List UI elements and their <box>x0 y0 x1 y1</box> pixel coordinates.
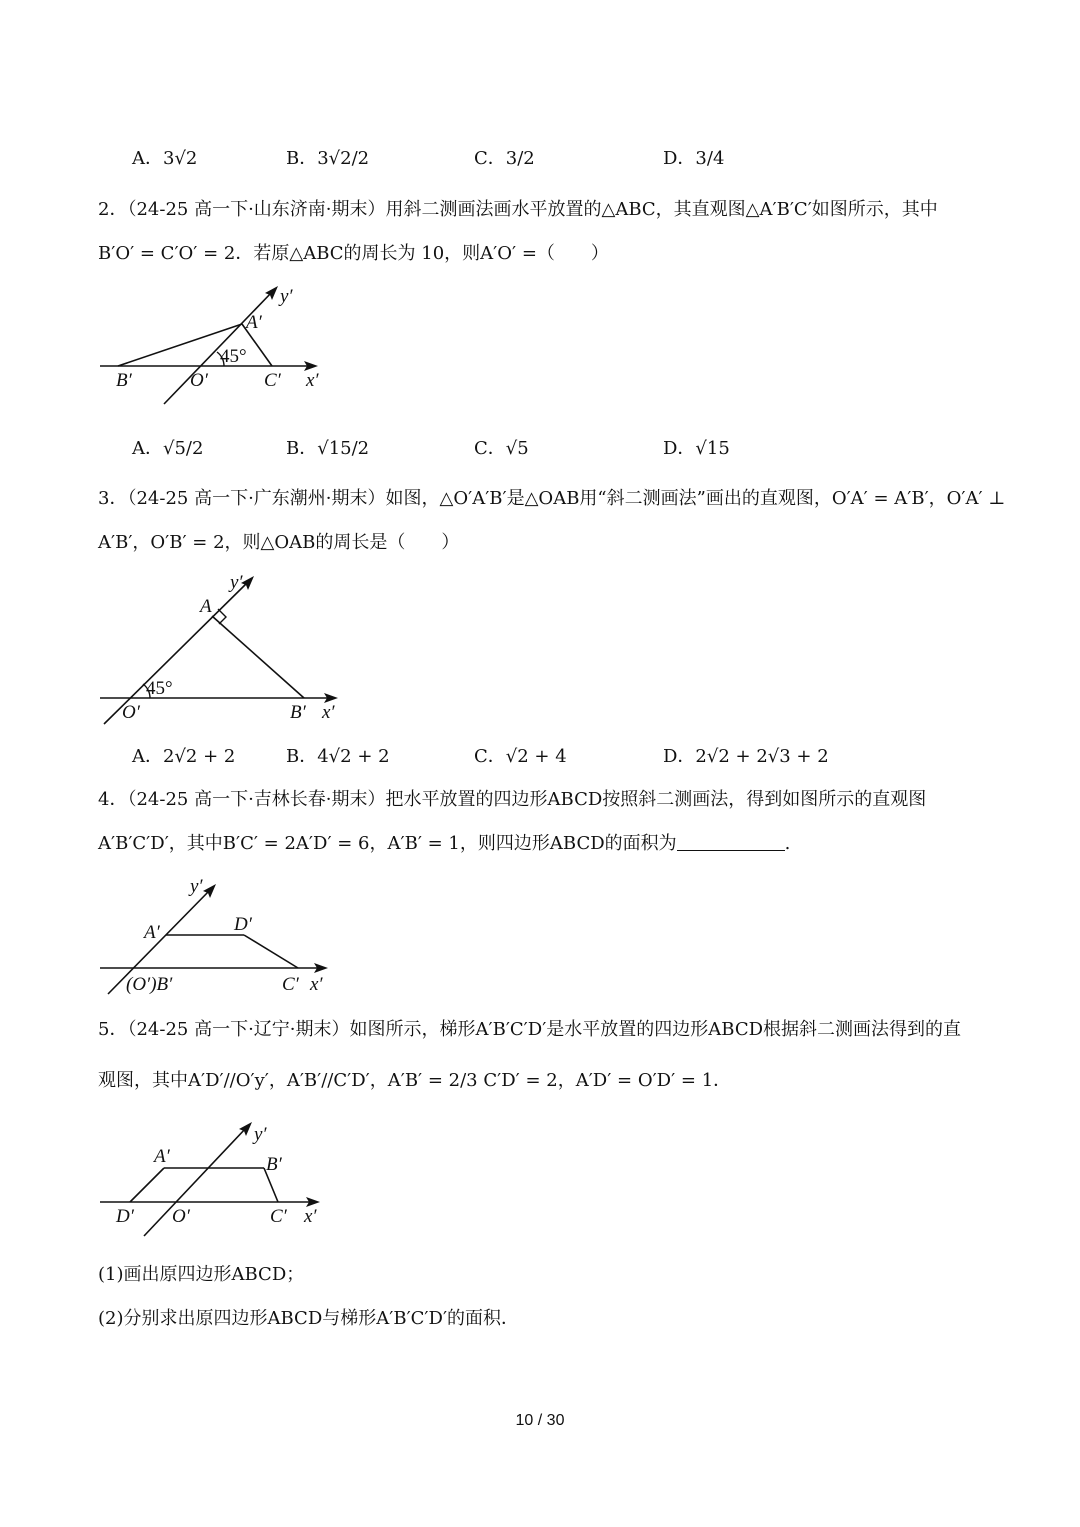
q4-stem-line2-end: . <box>784 833 791 854</box>
q3-option-a: A．2√2 + 2 <box>132 746 236 767</box>
q2-option-c: C．√5 <box>474 438 529 459</box>
q5-stem-line2: 观图，其中A′D′//O′y′，A′B′//C′D′，A′B′ = 2/3 C′D′ = 2，A′D′ = O′D′ = 1． <box>98 1070 732 1091</box>
q2-fig-label-b: B′ <box>116 370 132 391</box>
q2-fig-label-y: y′ <box>280 286 293 307</box>
q2-figure <box>96 280 336 410</box>
q5-figure <box>96 1118 336 1248</box>
q5-fig-label-o: O′ <box>172 1206 190 1227</box>
q5-subquestion-1: (1)画出原四边形ABCD； <box>98 1264 305 1285</box>
q5-fig-label-c: C′ <box>270 1206 287 1227</box>
q5-fig-label-y: y′ <box>254 1124 267 1145</box>
page-number: 10 / 30 <box>515 1412 565 1429</box>
q4-fig-label-ob: (O′)B′ <box>126 974 173 995</box>
q3-fig-label-a: A <box>200 596 212 617</box>
q4-figure <box>96 872 346 1002</box>
q4-stem-line2-text: A′B′C′D′，其中B′C′ = 2A′D′ = 6，A′B′ = 1，则四边形ABCD的面积为 <box>98 833 677 854</box>
q2-stem-line2: B′O′ = C′O′ = 2．若原△ABC的周长为 10，则A′O′ =（ ） <box>98 243 609 264</box>
q2-fig-label-c: C′ <box>264 370 281 391</box>
q2-stem-line1: 2．（24-25 高一下·山东济南·期末）用斜二测画法画水平放置的△ABC，其直观图△A′B′C′如图所示，其中 <box>98 199 938 220</box>
q3-figure <box>96 568 356 728</box>
q2-option-d: D．√15 <box>663 438 730 459</box>
q3-fig-label-o: O′ <box>122 702 140 723</box>
q3-fig-label-b: B′ <box>290 702 306 723</box>
q1-option-d: D．3/4 <box>663 148 725 169</box>
q5-fig-label-a: A′ <box>154 1146 170 1167</box>
q4-fig-label-y: y′ <box>190 876 203 897</box>
q4-stem-line2 <box>98 831 988 857</box>
q1-option-b: B．3√2/2 <box>286 148 370 169</box>
q2-option-a: A．√5/2 <box>132 438 204 459</box>
q5-subquestion-2: (2)分别求出原四边形ABCD与梯形A′B′C′D′的面积． <box>98 1308 520 1329</box>
q5-fig-label-x: x′ <box>304 1206 317 1227</box>
q2-fig-label-x: x′ <box>306 370 319 391</box>
q3-fig-label-x: x′ <box>322 702 335 723</box>
q4-fig-label-d: D′ <box>234 914 252 935</box>
q2-fig-label-a: A′ <box>246 312 262 333</box>
q4-stem-line1: 4．（24-25 高一下·吉林长春·期末）把水平放置的四边形ABCD按照斜二测画法，得到如图所示的直观图 <box>98 789 927 810</box>
q3-fig-label-y: y′ <box>230 572 243 593</box>
q4-fig-label-x: x′ <box>310 974 323 995</box>
q3-option-d: D．2√2 + 2√3 + 2 <box>663 746 829 767</box>
q2-option-b: B．√15/2 <box>286 438 370 459</box>
q1-option-a: A．3√2 <box>132 148 198 169</box>
q4-fig-label-a: A′ <box>144 922 160 943</box>
q5-fig-label-d: D′ <box>116 1206 134 1227</box>
answer-blank <box>677 832 785 851</box>
q3-stem-line2: A′B′，O′B′ = 2，则△OAB的周长是（ ） <box>98 532 460 553</box>
q3-option-b: B．4√2 + 2 <box>286 746 390 767</box>
q4-fig-label-c: C′ <box>282 974 299 995</box>
q1-option-c: C．3/2 <box>474 148 535 169</box>
q2-fig-label-angle: 45° <box>220 346 247 367</box>
q2-fig-label-o: O′ <box>190 370 208 391</box>
q3-option-c: C．√2 + 4 <box>474 746 567 767</box>
q3-stem-line1: 3．（24-25 高一下·广东潮州·期末）如图，△O′A′B′是△OAB用“斜二测画法”画出的直观图，O′A′ = A′B′，O′A′ ⊥ <box>98 488 1006 509</box>
q3-fig-label-angle: 45° <box>146 678 173 699</box>
q5-fig-label-b: B′ <box>266 1154 282 1175</box>
q5-stem-line1: 5．（24-25 高一下·辽宁·期末）如图所示，梯形A′B′C′D′是水平放置的四边形ABCD根据斜二测画法得到的直 <box>98 1019 962 1040</box>
